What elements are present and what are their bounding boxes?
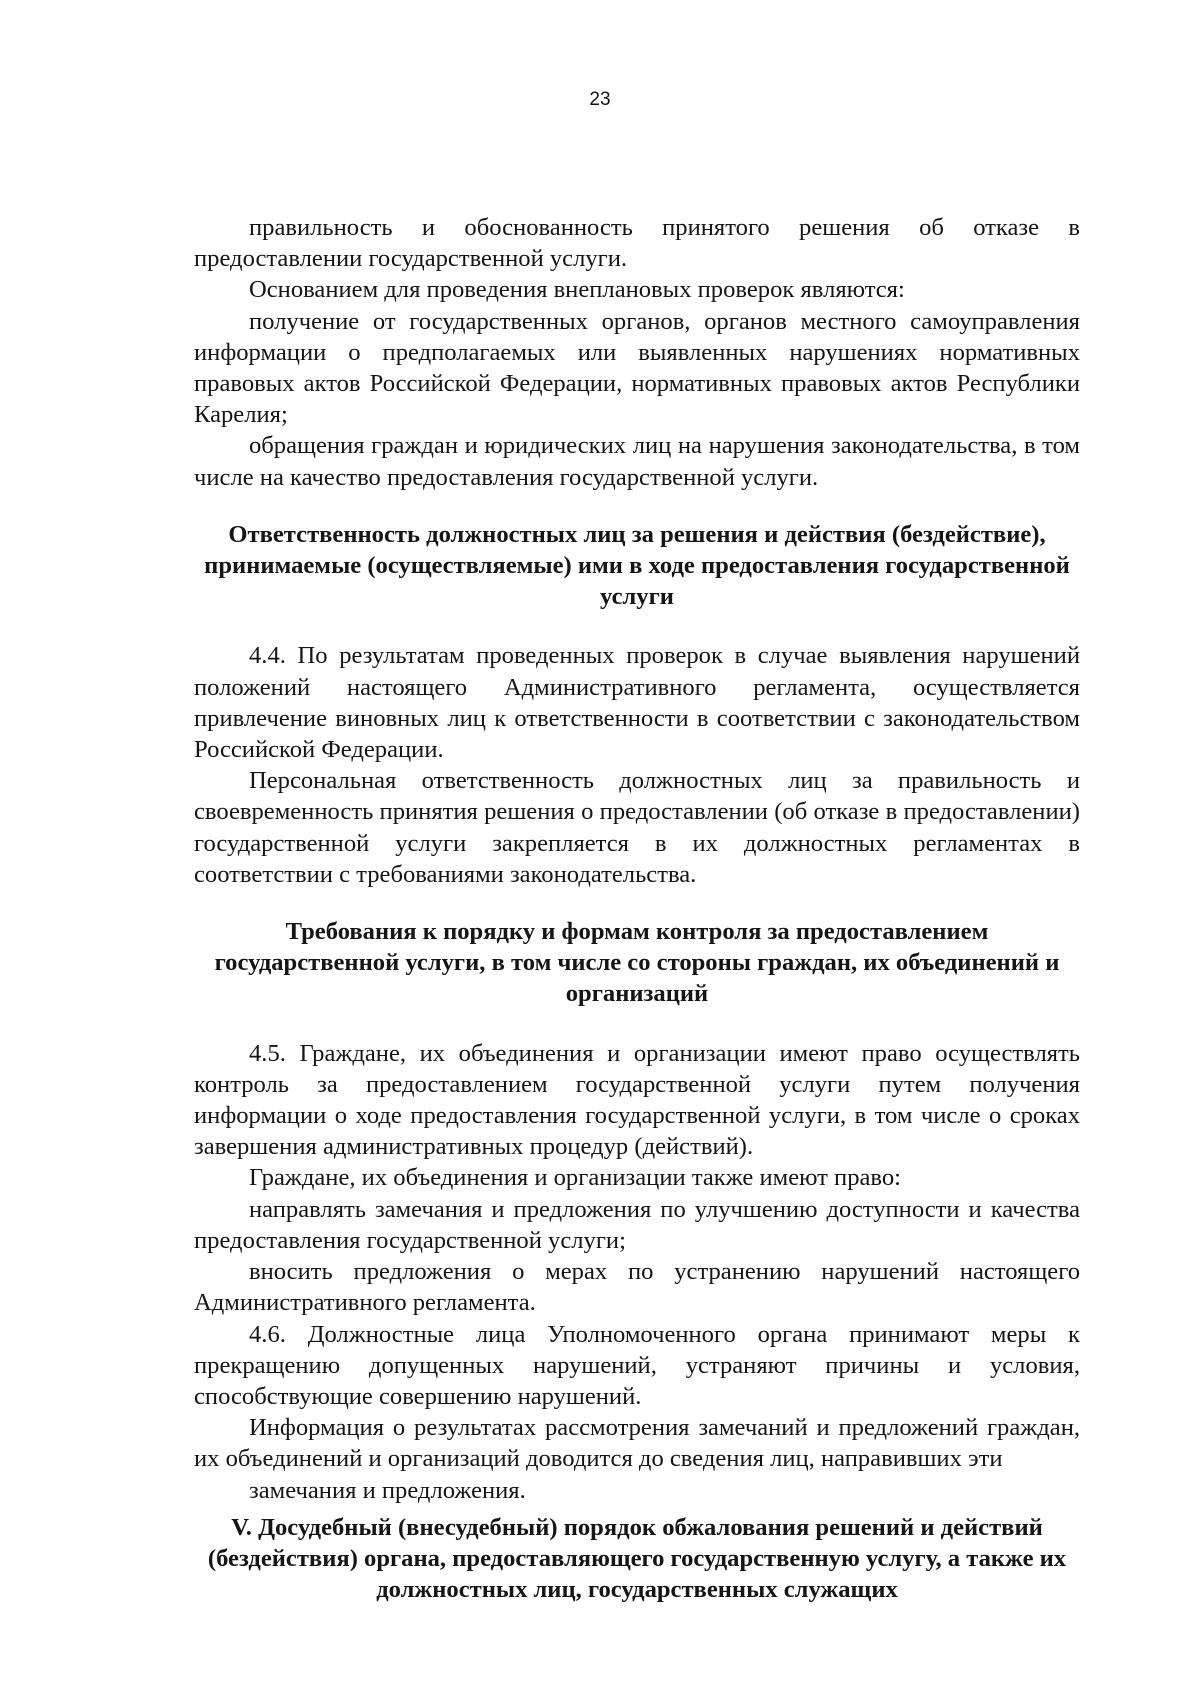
paragraph: Граждане, их объединения и организации также имеют право: xyxy=(249,1164,901,1192)
section-heading: Требования к порядку и формам контроля за предоставлением государственной услуги, в том числе со стороны граждан, их объединений и организаций xyxy=(214,918,1060,1008)
paragraph: Персональная ответственность должностных лиц за правильность и своевременность принятия решения о предоставлении (об отказе в предоставлении) государственной услуги закрепляется в их должностных регламентах в соответствии с требованиями законодательства. xyxy=(194,767,1080,888)
paragraph: обращения граждан и юридических лиц на нарушения законодательства, в том числе на качество предоставления государственной услуги. xyxy=(194,432,1080,491)
spacer xyxy=(194,612,1080,640)
paragraph: 4.6. Должностные лица Уполномоченного органа принимают меры к прекращению допущенных нарушений, устраняют причины и условия, способствующие совершению нарушений. xyxy=(194,1320,1080,1410)
page-number: 23 xyxy=(589,89,611,110)
spacer xyxy=(194,1010,1080,1038)
spacer xyxy=(194,890,1080,916)
chapter-heading: V. Досудебный (внесудебный) порядок обжалования решений и действий (бездействия) органа, предоставляющего государственную услугу, а также их должностных лиц, государственных служащих xyxy=(207,1513,1067,1604)
paragraph: 4.4. По результатам проведенных проверок в случае выявления нарушений положений настоящего Административного регламента, осуществляется привлечение виновных лиц к ответственности в соответствии с законодательством Российской Федерации. xyxy=(194,642,1080,764)
spacer xyxy=(194,493,1080,519)
paragraph: получение от государственных органов, органов местного самоуправления информации о предполагаемых или выявленных нарушениях нормативных правовых актов Российской Федерации, нормативных правовых актов Республики Карелия; xyxy=(194,307,1080,429)
paragraph: правильность и обоснованность принятого решения об отказе в предоставлении государственной услуги. xyxy=(194,214,1080,273)
paragraph: замечания и предложения. xyxy=(249,1476,526,1504)
section-heading: Ответственность должностных лиц за решения и действия (бездействие), принимаемые (осуществляемые) ими в ходе предоставления государственной услуги xyxy=(204,520,1070,611)
paragraph: Основанием для проведения внеплановых проверок являются: xyxy=(249,276,905,304)
paragraph: 4.5. Граждане, их объединения и организации имеют право осуществлять контроль за предоставлением государственной услуги путем получения информации о ходе предоставления государственной услуги, в том числе о сроках завершения административных процедур (действий). xyxy=(194,1039,1080,1161)
document-body xyxy=(194,212,1080,1605)
paragraph: направлять замечания и предложения по улучшению доступности и качества предоставления государственной услуги; xyxy=(194,1195,1080,1254)
paragraph: вносить предложения о мерах по устранению нарушений настоящего Административного регламента. xyxy=(194,1258,1080,1317)
paragraph: Информация о результатах рассмотрения замечаний и предложений граждан, их объединений и организаций доводится до сведения лиц, направивших эти xyxy=(194,1414,1080,1473)
